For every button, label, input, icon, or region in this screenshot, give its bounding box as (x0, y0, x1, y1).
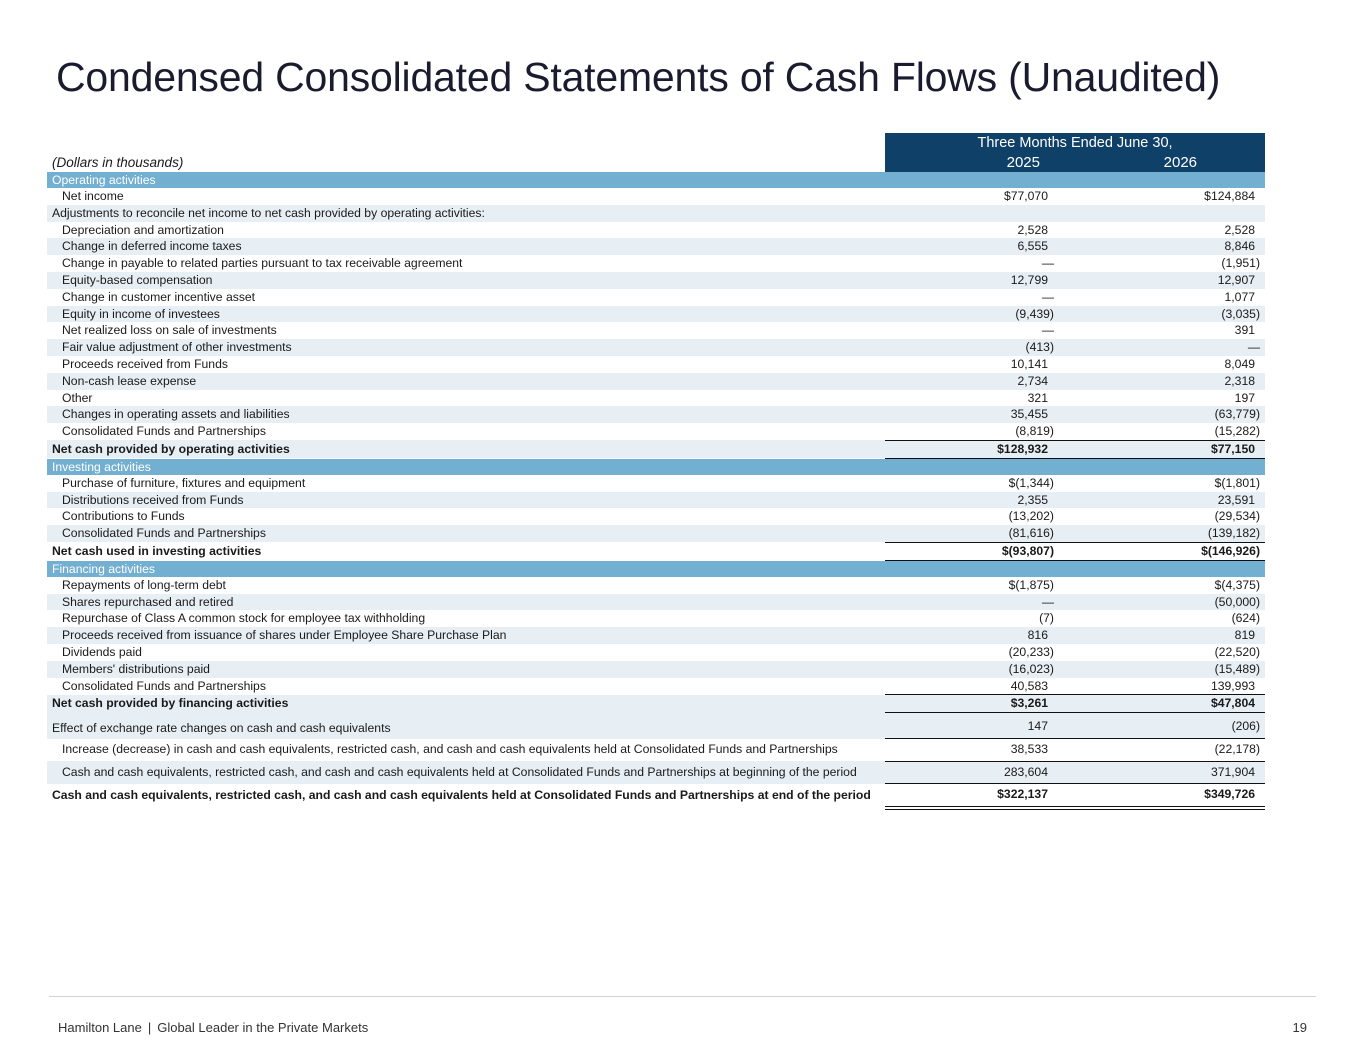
value-2025: $(93,807) (885, 542, 1062, 560)
table-row (47, 661, 1265, 678)
value-2026: 23,591 (1062, 492, 1265, 509)
page-number: 19 (1292, 1020, 1307, 1035)
row-label: Cash and cash equivalents, restricted cash, and cash and cash equivalents held at Consolidated Funds and Partnerships at end of the period (52, 787, 871, 802)
table-row (47, 577, 1265, 594)
value-2026: 8,846 (1062, 238, 1265, 255)
table-row (47, 238, 1265, 255)
section-label: Operating activities (47, 172, 1265, 188)
value-2026: — (1062, 339, 1265, 356)
value-2025: — (1041, 323, 1054, 338)
table-row (47, 390, 1265, 407)
table-row (47, 492, 1265, 509)
value-2026: $47,804 (1062, 695, 1265, 713)
value-2026: $(146,926) (1062, 542, 1265, 560)
row-label: Net cash provided by financing activities (47, 695, 885, 713)
value-2025: 2,355 (885, 492, 1062, 509)
table-row (47, 222, 1265, 239)
section-header-investing (47, 458, 1265, 475)
value-2025: (413) (885, 339, 1062, 356)
row-label: Contributions to Funds (62, 509, 185, 524)
row-label: Non-cash lease expense (47, 373, 885, 390)
value-2026: 12,907 (1062, 272, 1265, 289)
table-row (47, 205, 1265, 222)
section-label: Investing activities (47, 458, 1265, 475)
value-2026: 371,904 (1062, 761, 1265, 784)
units-label: (Dollars in thousands) (52, 155, 184, 170)
value-2026: 391 (1234, 323, 1256, 338)
row-label: Change in deferred income taxes (47, 238, 885, 255)
value-2025: $3,261 (885, 695, 1062, 713)
value-2025: 10,141 (1010, 356, 1048, 371)
value-2025: 2,734 (885, 373, 1062, 390)
table-row (47, 339, 1265, 356)
value-2025: 147 (885, 713, 1062, 739)
value-2026: 819 (1062, 627, 1265, 644)
row-label: Net cash provided by operating activities (47, 440, 885, 458)
table-row (47, 406, 1265, 423)
section-header-operating (47, 172, 1265, 188)
total-row-investing (47, 542, 1265, 560)
row-label: Repayments of long-term debt (62, 577, 226, 592)
row-label: Purchase of furniture, fixtures and equipment (62, 475, 306, 490)
year-2026-header: 2026 (1062, 153, 1265, 172)
table-row (47, 322, 1265, 339)
value-2026: (15,282) (1214, 424, 1261, 439)
row-label: Effect of exchange rate changes on cash and cash equivalents (47, 713, 885, 739)
row-label: Cash and cash equivalents, restricted cash, and cash and cash equivalents held at Consolidated Funds and Partnerships at beginning of the period (47, 761, 885, 784)
value-2026: (15,489) (1062, 661, 1265, 678)
footer-text (58, 1020, 368, 1035)
table-row (47, 356, 1265, 373)
footer-separator: | (147, 1020, 152, 1035)
table-header-period (47, 133, 1265, 153)
value-2026: (63,779) (1062, 406, 1265, 423)
row-label: Net cash used in investing activities (52, 543, 262, 558)
ending-cash-row (47, 784, 1265, 808)
value-2026: (3,035) (1062, 306, 1265, 323)
value-2026: 8,049 (1224, 356, 1256, 371)
table-row (47, 610, 1265, 627)
value-2026: 139,993 (1210, 678, 1256, 693)
table-row (47, 306, 1265, 323)
value-2025: (16,023) (885, 661, 1062, 678)
value-2026: 1,077 (1224, 289, 1256, 304)
value-2026: 2,528 (1224, 222, 1256, 237)
row-label: Fair value adjustment of other investments (47, 339, 885, 356)
value-2026: (50,000) (1062, 594, 1265, 611)
value-2026: (1,951) (1221, 256, 1261, 271)
total-row-financing (47, 695, 1265, 713)
table-row (47, 475, 1265, 492)
row-label: Members' distributions paid (47, 661, 885, 678)
table-row (47, 508, 1265, 525)
row-label: Net realized loss on sale of investments (62, 323, 277, 338)
total-row-operating (47, 440, 1265, 458)
row-label: Consolidated Funds and Partnerships (62, 678, 266, 693)
row-label: Adjustments to reconcile net income to net cash provided by operating activities: (47, 205, 885, 222)
footer-company: Hamilton Lane (58, 1020, 142, 1035)
table-row (47, 627, 1265, 644)
section-header-financing (47, 560, 1265, 577)
value-2026: 2,318 (1062, 373, 1265, 390)
value-2025: (81,616) (885, 525, 1062, 542)
row-label: Change in customer incentive asset (62, 289, 256, 304)
row-label: Dividends paid (62, 644, 142, 659)
table-row (47, 423, 1265, 440)
table-row (47, 644, 1265, 661)
value-2026: $(4,375) (1214, 577, 1261, 592)
table-row (47, 289, 1265, 306)
row-label: Change in payable to related parties pursuant to tax receivable agreement (62, 256, 463, 271)
table-row (47, 594, 1265, 611)
row-label: Distributions received from Funds (47, 492, 885, 509)
year-2025-header: 2025 (885, 153, 1062, 172)
table-row (47, 678, 1265, 695)
value-2025: 40,583 (1010, 678, 1048, 693)
value-2025: — (885, 594, 1062, 611)
net-change-row (47, 739, 1265, 762)
beginning-cash-row (47, 761, 1265, 784)
value-2025 (885, 205, 1062, 222)
value-2025: 12,799 (885, 272, 1062, 289)
row-label: Proceeds received from issuance of shares under Employee Share Purchase Plan (47, 627, 885, 644)
table-row (47, 255, 1265, 272)
section-label: Financing activities (47, 560, 1265, 577)
value-2025: (13,202) (1008, 509, 1054, 524)
value-2025: — (1041, 289, 1054, 304)
value-2026: (206) (1062, 713, 1265, 739)
value-2025: 38,533 (885, 739, 1062, 762)
row-label: Equity-based compensation (47, 272, 885, 289)
value-2025: 35,455 (885, 406, 1062, 423)
table-row (47, 525, 1265, 542)
value-2026: (22,178) (1062, 739, 1265, 762)
value-2025: $(1,344) (1008, 475, 1054, 490)
value-2025: $128,932 (885, 440, 1062, 458)
value-2026: $349,726 (1062, 784, 1265, 808)
value-2025: (7) (1039, 611, 1054, 626)
table-row (47, 373, 1265, 390)
value-2025: $(1,875) (1008, 577, 1054, 592)
row-label: Depreciation and amortization (62, 222, 224, 237)
value-2025: 283,604 (885, 761, 1062, 784)
value-2025: 321 (1027, 390, 1048, 405)
value-2026: (29,534) (1214, 509, 1261, 524)
value-2026: (139,182) (1062, 525, 1265, 542)
row-label: Net income (62, 189, 124, 203)
cash-flow-table (47, 133, 1265, 810)
value-2026: 197 (1234, 390, 1256, 405)
value-2025: (8,819) (1015, 424, 1054, 439)
row-label: Equity in income of investees (47, 306, 885, 323)
row-label: Increase (decrease) in cash and cash equivalents, restricted cash, and cash and cash equivalents held at Consolidated Funds and Partnerships (62, 742, 838, 757)
value-2025: $77,070 (1003, 189, 1048, 203)
row-label: Shares repurchased and retired (47, 594, 885, 611)
value-2025: (9,439) (885, 306, 1062, 323)
footer-tagline: Global Leader in the Private Markets (157, 1020, 369, 1035)
value-2025: 6,555 (885, 238, 1062, 255)
value-2025: (20,233) (1008, 644, 1054, 659)
value-2026: $124,884 (1204, 189, 1256, 203)
value-2026: $77,150 (1062, 440, 1265, 458)
period-header: Three Months Ended June 30, (885, 133, 1265, 153)
row-label: Repurchase of Class A common stock for employee tax withholding (62, 611, 426, 626)
row-label: Changes in operating assets and liabilities (47, 406, 885, 423)
value-2025: $322,137 (885, 784, 1062, 808)
footer-divider (49, 996, 1316, 997)
value-2025: 2,528 (1017, 222, 1048, 237)
value-2026: $(1,801) (1214, 475, 1261, 490)
value-2026: (624) (1231, 611, 1261, 626)
row-label: Other (62, 390, 93, 405)
row-label: Consolidated Funds and Partnerships (62, 424, 266, 439)
table-header-years (47, 153, 1265, 172)
value-2025: — (1041, 256, 1054, 271)
value-2026 (1062, 205, 1265, 222)
table-row (47, 188, 1265, 205)
value-2025: 816 (885, 627, 1062, 644)
table-row (47, 272, 1265, 289)
fx-effect-row (47, 713, 1265, 739)
row-label: Proceeds received from Funds (62, 356, 228, 371)
page-title: Condensed Consolidated Statements of Cash Flows (Unaudited) (56, 54, 1221, 100)
value-2026: (22,520) (1214, 644, 1261, 659)
row-label: Consolidated Funds and Partnerships (47, 525, 885, 542)
